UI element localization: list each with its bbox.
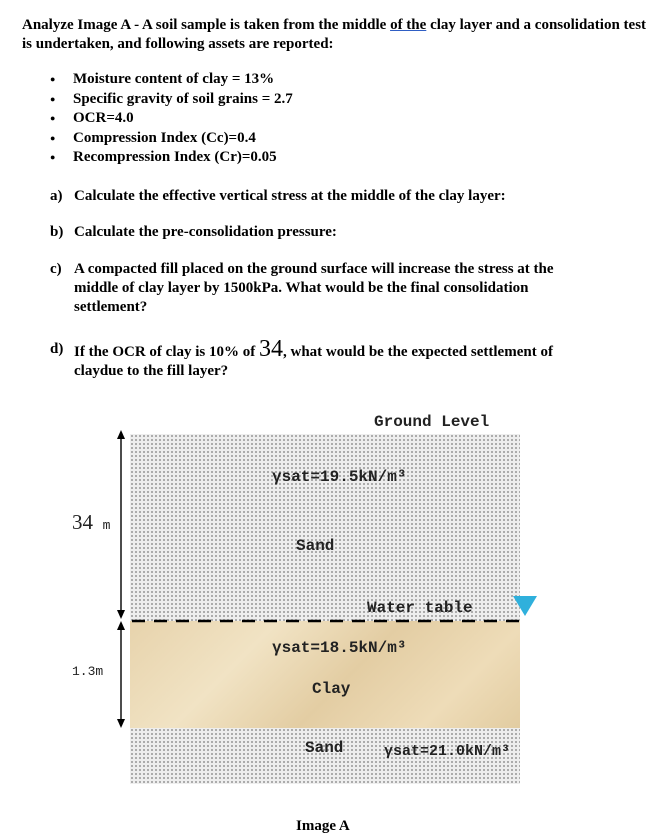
part-a-letter: a) [50,188,63,204]
arrow-up-icon [117,430,125,439]
arrow-up-icon [117,621,125,630]
part-a-text: Calculate the effective vertical stress at the middle of the clay layer: [74,188,506,204]
part-c-text: A compacted fill placed on the ground surface will increase the stress at the middle of clay layer by 1500kPa. What would be the final consolidation settlement? [74,261,554,315]
sand-thickness-label: 34 m [72,510,111,534]
intro-underlined-text: of the [390,17,427,33]
clay-unit-weight: γsat=18.5kN/m³ [272,639,407,657]
part-b-text: Calculate the pre-consolidation pressure: [74,224,337,240]
list-item: ● Recompression Index (Cr)=0.05 [50,148,293,168]
arrow-down-icon [117,719,125,728]
lower-sand-label: Sand [305,739,344,757]
list-item: ● Specific gravity of soil grains = 2.7 [50,90,293,110]
part-c-letter: c) [50,261,62,277]
ground-level-label: Ground Level [374,413,490,431]
intro-text: Analyze Image A - A soil sample is taken from the middle [22,17,391,33]
water-table-icon [513,596,537,616]
part-d-text-rest: , what would be the expected settlement of claydue to the fill layer? [74,344,553,379]
clay-label: Clay [312,680,351,698]
water-table-label: Water table [367,599,473,617]
part-d-letter: d) [50,341,64,357]
list-item: ● Moisture content of clay = 13% [50,70,293,90]
arrow-down-icon [117,610,125,619]
part-d-number: 34 [258,336,283,362]
part-d-text: If the OCR of clay is 10% of [74,344,259,360]
lower-sand-unit-weight: γsat=21.0kN/m³ [384,743,511,760]
list-item: ● Compression Index (Cc)=0.4 [50,129,293,149]
figure-caption: Image A [296,818,350,834]
list-item: ● OCR=4.0 [50,109,293,129]
sand-unit-weight: γsat=19.5kN/m³ [272,468,407,486]
upper-sand-label: Sand [296,537,335,555]
clay-thickness-label: 1.3m [72,664,104,679]
part-b-letter: b) [50,224,64,240]
intro-text-rest: clay layer and a consolidation test is undertaken, and following assets are reported: [22,17,647,52]
